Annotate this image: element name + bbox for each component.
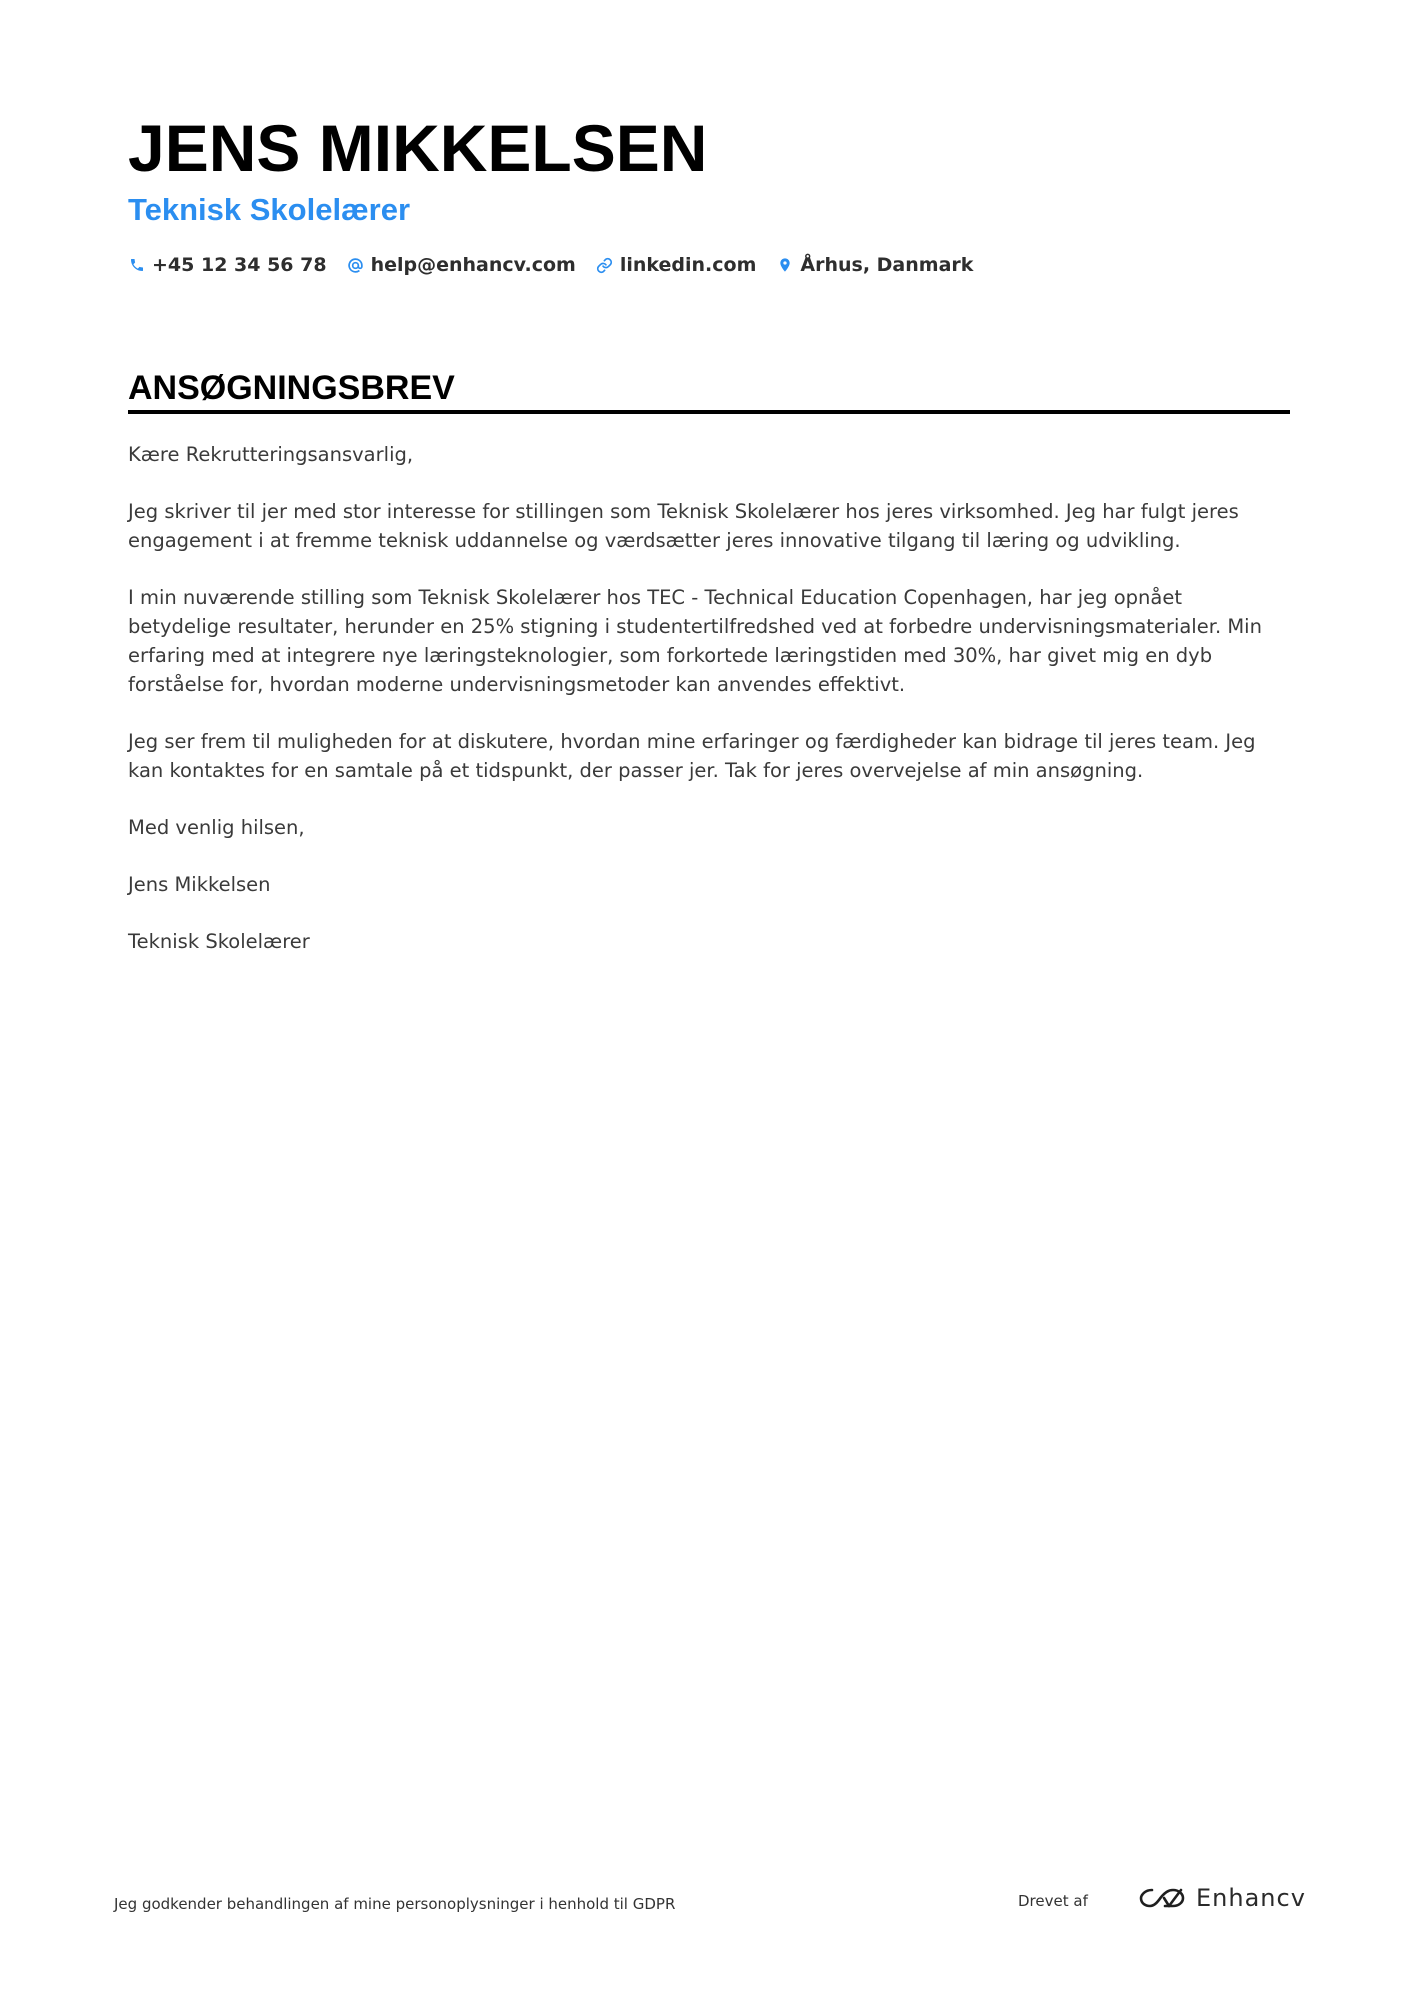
link-icon [596, 256, 614, 274]
contact-linkedin[interactable] [596, 254, 757, 276]
letter-body [128, 440, 1290, 984]
gdpr-consent-text: Jeg godkender behandlingen af mine personoplysninger i henhold til GDPR [114, 1895, 676, 1913]
contact-location [776, 254, 973, 276]
letter-closing: Med venlig hilsen, [128, 816, 305, 839]
enhancv-logo-icon [1138, 1884, 1186, 1912]
at-icon [347, 256, 365, 274]
job-title: Teknisk Skolelærer [128, 192, 411, 227]
enhancv-brand[interactable] [1138, 1884, 1306, 1912]
letter-paragraph: I min nuværende stilling som Teknisk Skolelærer hos TEC - Technical Education Copenhagen, har jeg opnået betydelige resultater, herunder en 25% stigning i studentertilfredshed ved at forbedre undervisningsmaterialer. Min erfaring med at integrere nye læringsteknologier, som forkortede læringstiden med 30%, har givet mig en dyb forståelse for, hvordan moderne undervisningsmetoder kan anvendes effektivt. [128, 586, 1262, 696]
brand-name: Enhancv [1196, 1884, 1306, 1912]
powered-by-label: Drevet af [1018, 1892, 1088, 1910]
letter-paragraph: Jeg ser frem til muligheden for at diskutere, hvordan mine erfaringer og færdigheder kan bidrage til jeres team. Jeg kan kontaktes for en samtale på et tidspunkt, der passer jer. Tak for jeres overvejelse af min ansøgning. [128, 730, 1256, 782]
contact-phone[interactable] [128, 254, 327, 276]
signature-name: Jens Mikkelsen [128, 873, 271, 896]
section-divider [128, 410, 1290, 414]
phone-icon [128, 256, 146, 274]
map-pin-icon [776, 256, 794, 274]
contact-email[interactable] [347, 254, 576, 276]
linkedin-text: linkedin.com [619, 254, 757, 276]
signature-title: Teknisk Skolelærer [128, 930, 310, 953]
phone-text: +45 12 34 56 78 [152, 254, 327, 276]
applicant-name: JENS MIKKELSEN [128, 111, 708, 185]
letter-greeting: Kære Rekrutteringsansvarlig, [128, 443, 414, 466]
email-text: help@enhancv.com [370, 254, 576, 276]
section-title: ANSØGNINGSBREV [128, 369, 455, 407]
location-text: Århus, Danmark [800, 254, 974, 276]
contact-bar [128, 254, 993, 276]
letter-paragraph: Jeg skriver til jer med stor interesse for stillingen som Teknisk Skolelærer hos jeres virksomhed. Jeg har fulgt jeres engagement i at fremme teknisk uddannelse og værdsætter jeres innovative tilgang til læring og udvikling. [128, 500, 1239, 552]
